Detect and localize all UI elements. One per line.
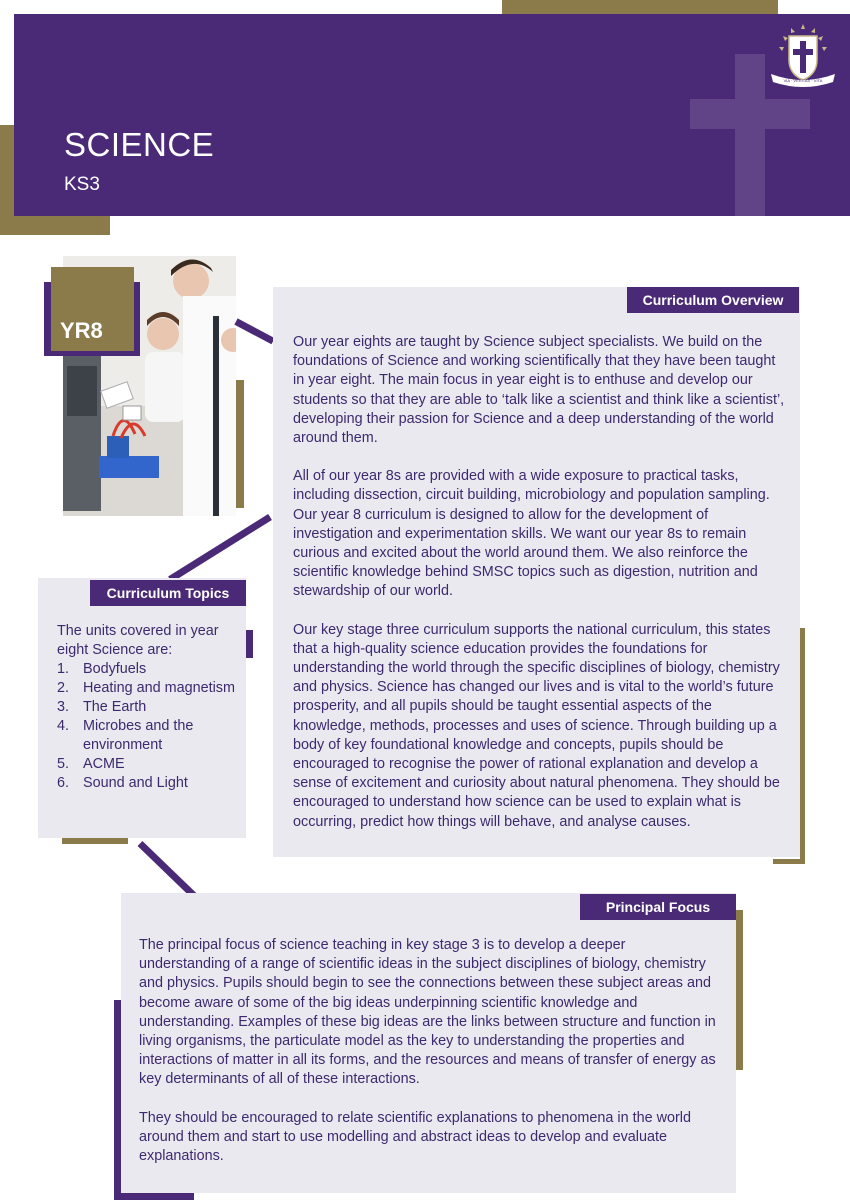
- year-badge-label: YR8: [60, 318, 103, 343]
- focus-paragraph: They should be encouraged to relate scientific explanations to phenomena in the world around them and start to use modelling and abstract ideas to develop and evaluate explanations.: [139, 1109, 691, 1165]
- purple-accent-focus-bottom: [114, 1193, 194, 1200]
- gold-accent-overview-right: [800, 628, 805, 864]
- curriculum-topics-intro: The units covered in year eight Science are:: [57, 623, 219, 658]
- connector-line-middle: [168, 514, 272, 582]
- list-item: 2. Heating and magnetism: [57, 680, 235, 696]
- principal-focus-heading: Principal Focus: [580, 894, 736, 920]
- overview-paragraph: Our year eights are taught by Science subject specialists. We build on the foundations of Science and working scientifically that they have been taught in year eight. The main focus in year eight is to enthuse and develop our students so that they are able to ‘talk like a scientist and think like a scientist’, developing their passion for Science and a deep understanding of the world around them.: [293, 334, 785, 447]
- curriculum-overview-body: [293, 333, 785, 851]
- purple-accent-focus-left: [114, 1000, 121, 1200]
- principal-focus-body: [139, 936, 719, 1185]
- list-item: 5. ACME: [57, 756, 125, 772]
- connector-line-bottom: [138, 841, 197, 898]
- gold-accent-focus-right: [736, 910, 743, 1070]
- page-subtitle: KS3: [64, 174, 100, 195]
- overview-paragraph: All of our year 8s are provided with a wide exposure to practical tasks, including dissection, circuit building, microbiology and population sampling. Our year 8 curriculum is designed to allow for the development of investigation and experimentation skills. We want our year 8s to remain curious and excited about the world around them. We also reinforce the scientific knowledge behind SMSC topics such as digestion, nutrition and stewardship of our world.: [293, 468, 770, 600]
- gold-accent-top: [502, 0, 778, 14]
- curriculum-overview-heading: Curriculum Overview: [627, 287, 799, 313]
- page-title: SCIENCE: [64, 126, 215, 163]
- gold-accent-topics-bottom: [62, 838, 128, 844]
- curriculum-topics-list: [57, 660, 239, 793]
- page-header: [14, 14, 850, 216]
- gold-accent-overview-bottom: [773, 859, 805, 864]
- list-item: 1. Bodyfuels: [57, 661, 147, 677]
- focus-paragraph: The principal focus of science teaching in key stage 3 is to develop a deeper understanding of a range of scientific ideas in the subject disciplines of biology, chemistry and physics. Pupils should begin to see the connections between these subject areas and become aware of some of the big ideas underpinning scientific knowledge and understanding. Examples of these big ideas are the links between structure and function in living organisms, the particulate model as the key to understanding the properties and interactions of matter in all its forms, and the resources and means of transfer of energy as key determinants of all of these interactions.: [139, 937, 716, 1088]
- list-item: 6. Sound and Light: [57, 775, 188, 791]
- purple-accent-topics-right: [246, 630, 253, 658]
- list-item: 3. The Earth: [57, 699, 147, 715]
- curriculum-topics-heading: Curriculum Topics: [90, 580, 246, 606]
- crest-motto: VIA · VERITAS · VITA: [783, 78, 823, 83]
- gold-accent-photo-right: [236, 380, 244, 508]
- connector-line-top: [234, 318, 274, 344]
- list-item: 4. Microbes and the environment: [57, 718, 194, 753]
- overview-paragraph: Our key stage three curriculum supports the national curriculum, this states that a high-quality science education provides the foundations for understanding the world through the specific disciplines of biology, chemistry and physics. Science has changed our lives and is vital to the world’s future prosperity, and all pupils should be taught essential aspects of the knowledge, methods, processes and uses of science. Through building up a body of key foundational knowledge and concepts, pupils should be encouraged to recognise the power of rational explanation and develop a sense of excitement and curiosity about natural phenomena. They should be encouraged to understand how science can be used to explain what is occurring, predict how things will behave, and analyse causes.: [293, 621, 780, 830]
- school-crest-icon: [767, 22, 839, 92]
